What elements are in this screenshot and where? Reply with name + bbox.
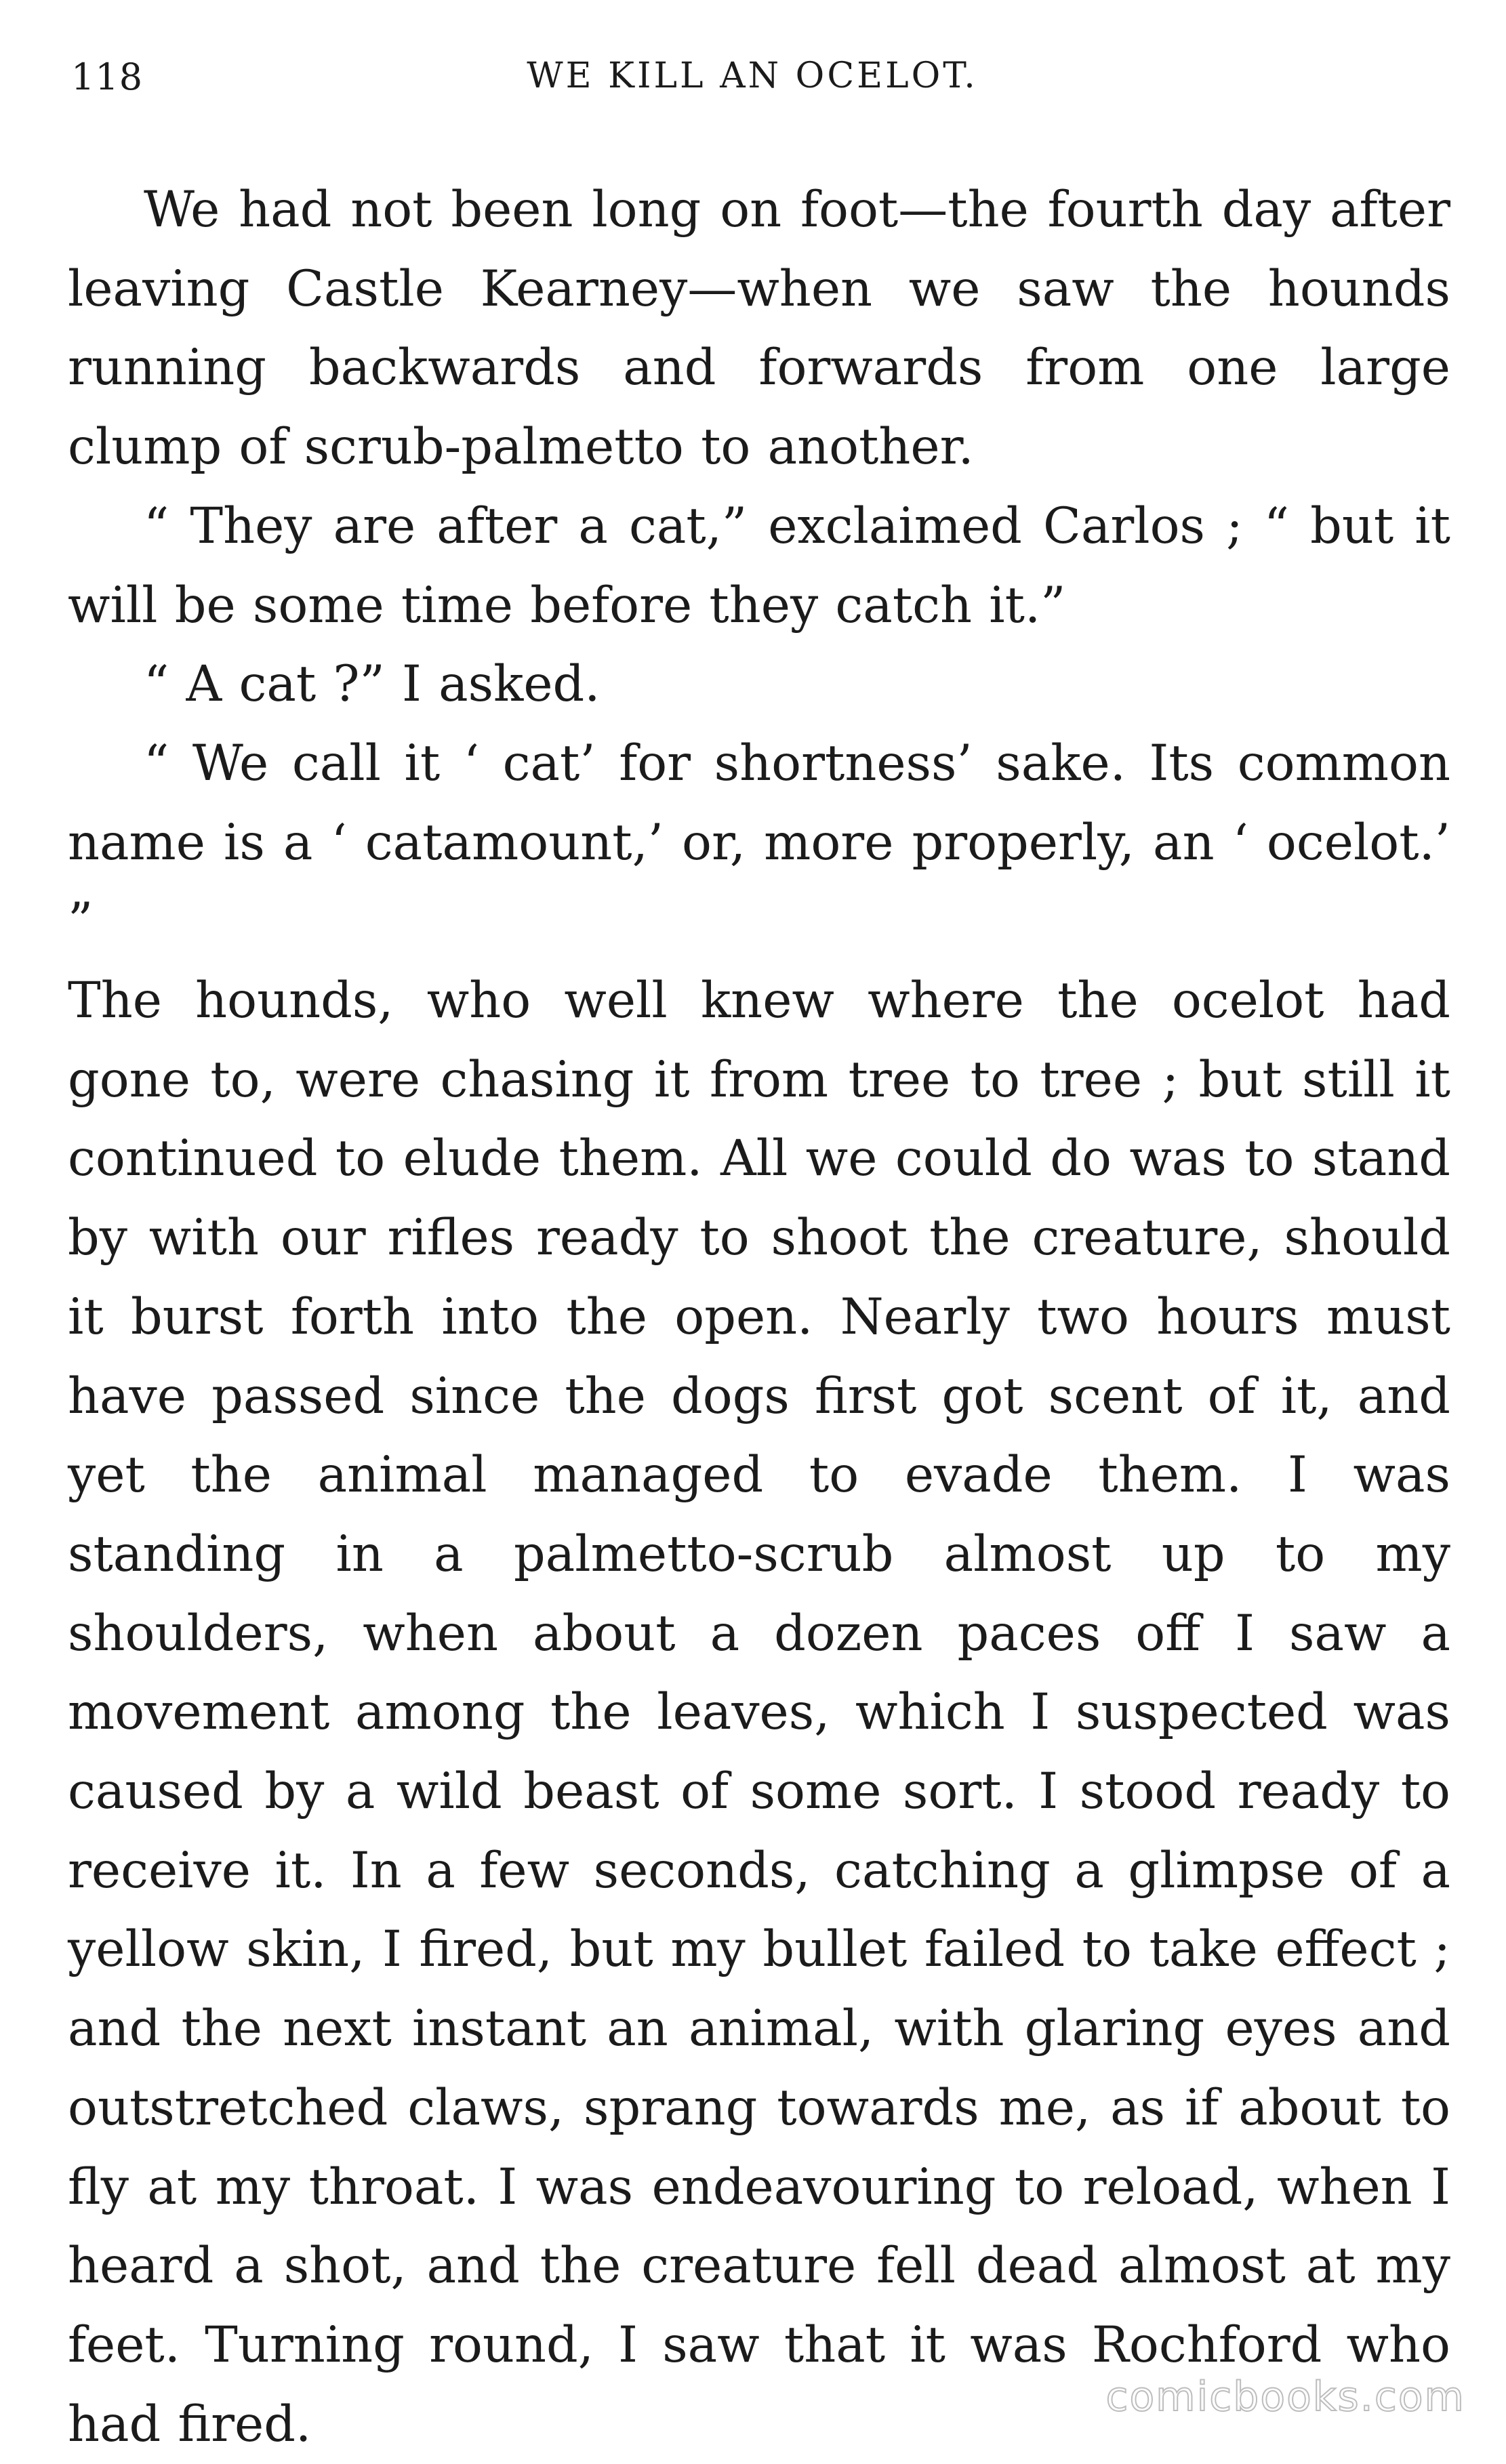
paragraph: “ We call it ‘ cat’ for shortness’ sake. Its common name is a ‘ catamount,’ or, more properly, an ‘ ocelot.’ ” [68,734,1450,951]
body-text [68,171,1450,2464]
running-title: WE KILL AN OCELOT. [527,56,978,96]
paragraph: We had not been long on foot—the fourth day after leaving Castle Kearney—when we saw the hounds running backwards and forwards from one large clump of scrub-palmetto to another. [68,181,1450,476]
paragraph: The hounds, who well knew where the ocelot had gone to, were chasing it from tree to tree ; but still it continued to elude them. All we could do was to stand by with our rifles ready to shoot the creature, should it burst forth into the open. Nearly two hours must have passed since the dogs first got scent of it, and yet the animal managed to evade them. I was standing in a palmetto-scrub almost up to my shoulders, when about a dozen paces off I saw a movement among the leaves, which I suspected was caused by a wild beast of some sort. I stood ready to receive it. In a few seconds, catching a glimpse of a yellow skin, I fired, but my bullet failed to take effect ; and the next instant an animal, with glaring eyes and outstretched claws, sprang towards me, as if about to fly at my throat. I was endeavouring to reload, when I heard a shot, and the creature fell dead almost at my feet. Turning round, I saw that it was Rochford who had fired. [68,972,1450,2453]
paragraph: “ They are after a cat,” exclaimed Carlos ; “ but it will be some time before they catch it.” [68,497,1450,634]
watermark: comicbooks.com [1105,2373,1465,2421]
running-head [71,56,1433,110]
page-number: 118 [71,56,144,98]
paragraph: “ A cat ?” I asked. [144,655,601,714]
